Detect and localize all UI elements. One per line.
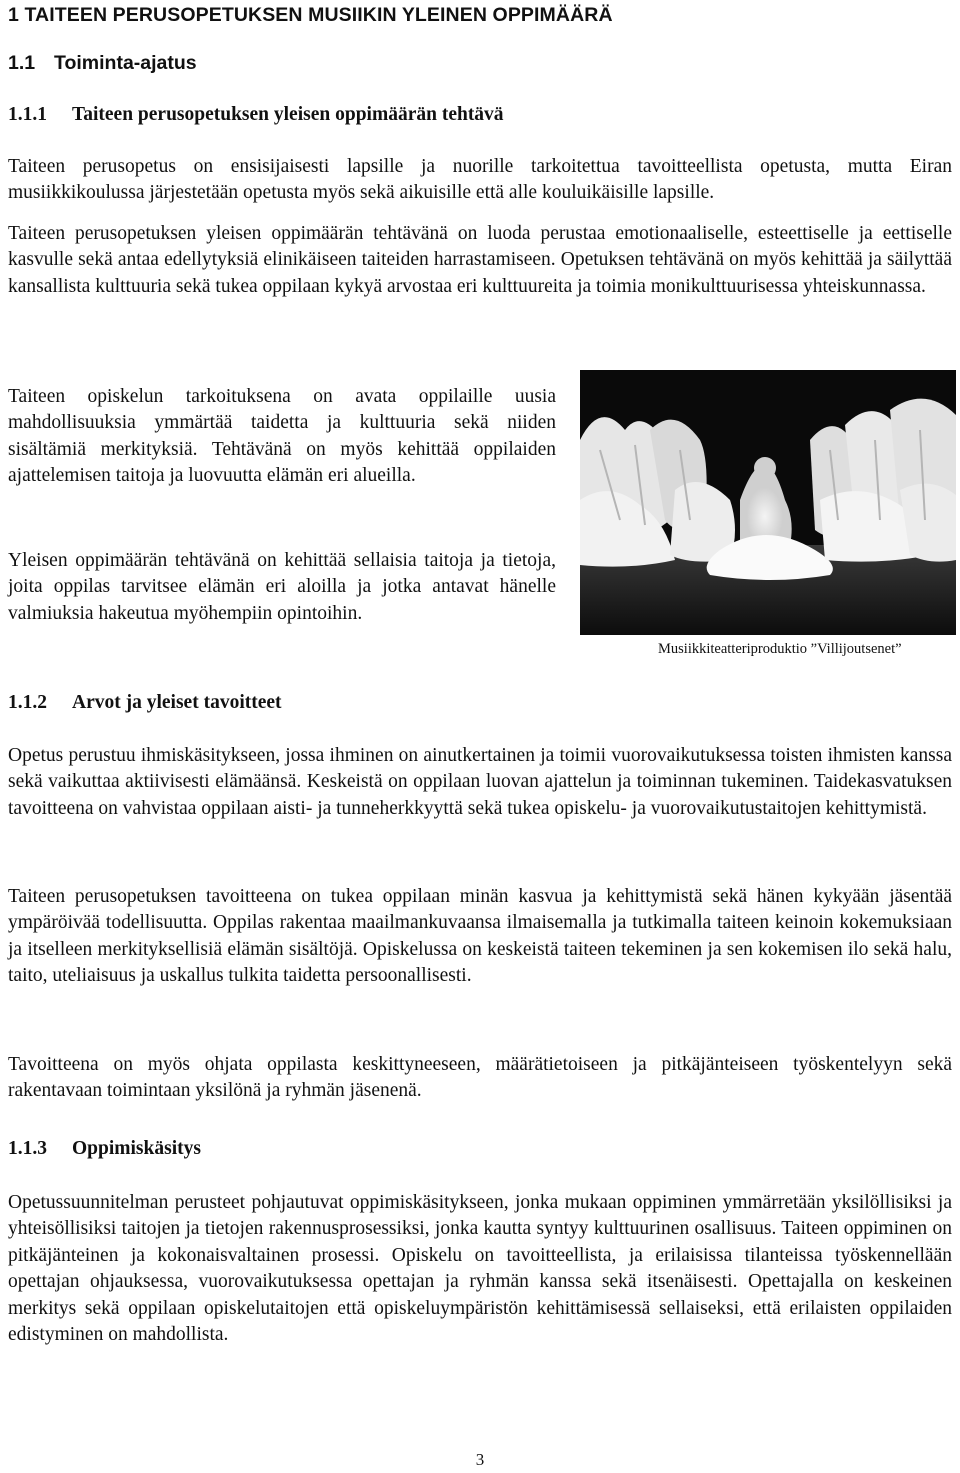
paragraph-8: Opetussuunnitelman perusteet pohjautuvat oppimiskäsitykseen, jonka mukaan oppiminen ymmärretään yksilöllisiksi ja yhteisöllisiksi taitojen ja tietojen rakennusprosessiksi, jonka kautta syntyy kulttuurinen osallisuus. Taiteen oppiminen on pitkäjänteinen ja kokonaisvaltainen prosessi. Opiskelu on tavoitteellista, ja erilaisissa tilanteissa työskennellään opettajan ohjauksessa, vuorovaikutuksessa opettajan ja ryhmän kanssa sekä itsenäisesti. Opettajalla on keskeinen merkitys sekä oppilaan opiskelutaitojen että opiskeluympäristön kehittämisessä sellaiseksi, että erilaisten oppilaiden edistyminen on mahdollista. [8, 1192, 952, 1346]
paragraph-5: Opetus perustuu ihmiskäsitykseen, jossa ihminen on ainutkertainen ja toimii vuorovaikutuksessa toisten ihmisten kanssa sekä vaikuttaa aktiivisesti elämäänsä. Keskeistä on oppilaan luovan ajattelun ja toiminnan tukeminen. Taidekasvatuksen tavoitteena on vahvistaa oppilaan aisti- ja tunneherkkyyttä sekä tukea opiskelu- ja vuorovaikutustaitojen kehittymistä. [8, 745, 952, 819]
subsection-title: Taiteen perusopetuksen yleisen oppimäärän tehtävä [72, 104, 504, 125]
section-number: 1.1 [8, 52, 36, 74]
subsection-heading-1-1-2 [8, 692, 282, 714]
chapter-heading: 1 TAITEEN PERUSOPETUKSEN MUSIIKIN YLEINEN OPPIMÄÄRÄ [8, 4, 613, 26]
subsection-number: 1.1.3 [8, 1138, 47, 1159]
subsection-heading-1-1-3 [8, 1138, 201, 1160]
page-number: 3 [475, 1450, 485, 1469]
section-heading-1-1 [8, 52, 197, 75]
stage-photo-image [580, 370, 956, 635]
paragraph-7: Tavoitteena on myös ohjata oppilasta keskittyneeseen, määrätietoiseen ja pitkäjänteiseen työskentelyyn sekä rakentavaan toimintaan yksilönä ja ryhmän jäsenenä. [8, 1054, 952, 1102]
stage-photo [580, 370, 956, 635]
subsection-title: Arvot ja yleiset tavoitteet [72, 692, 282, 713]
subsection-number: 1.1.1 [8, 104, 47, 125]
section-title: Toiminta-ajatus [54, 52, 197, 74]
paragraph-2: Taiteen perusopetuksen yleisen oppimäärän tehtävänä on luoda perustaa emotionaaliselle, esteettiselle ja eettiselle kasvulle sekä antaa edellytyksiä elinikäiseen taiteiden harrastamiseen. Opetuksen tehtävänä on myös kehittää ja säilyttää kansallista kulttuuria sekä tukea oppilaan kykyä arvostaa eri kulttuureita ja toimia monikulttuurisessa yhteiskunnassa. [8, 223, 952, 297]
subsection-number: 1.1.2 [8, 692, 47, 713]
subsection-title: Oppimiskäsitys [72, 1138, 201, 1159]
paragraph-1: Taiteen perusopetus on ensisijaisesti lapsille ja nuorille tarkoitettua tavoitteellista opetusta, mutta Eiran musiikkikoulussa järjestetään opetusta myös sekä aikuisille että alle kouluikäisille lapsille. [8, 156, 952, 204]
paragraph-6: Taiteen perusopetuksen tavoitteena on tukea oppilaan minän kasvua ja kehittymistä sekä hänen kykyään jäsentää ympäröivää todellisuutta. Oppilas rakentaa maailmankuvaansa ilmaisemalla ja tutkimalla taiteen keinoin kokemuksiaan ja itselleen merkityksellisiä elämän sisältöjä. Opiskelussa on keskeistä taiteen tekeminen ja sen kokemisen ilo sekä halu, taito, uteliaisuus ja uskallus tulkita taidetta persoonallisesti. [8, 886, 952, 987]
paragraph-4: Yleisen oppimäärän tehtävänä on kehittää sellaisia taitoja ja tietoja, joita oppilas tarvitsee elämän eri aloilla ja jotka antavat hänelle valmiuksia hakeutua myöhempiin opintoihin. [8, 550, 556, 624]
subsection-heading-1-1-1 [8, 104, 504, 126]
paragraph-3: Taiteen opiskelun tarkoituksena on avata oppilaille uusia mahdollisuuksia ymmärtää taidetta ja kulttuuria sekä niiden sisältämiä merkityksiä. Tehtävänä on myös kehittää oppilaiden ajattelemisen taitoja ja luovuutta elämän eri alueilla. [8, 386, 556, 487]
figure-caption: Musiikkiteatteriproduktio ”Villijoutsenet” [658, 641, 902, 657]
